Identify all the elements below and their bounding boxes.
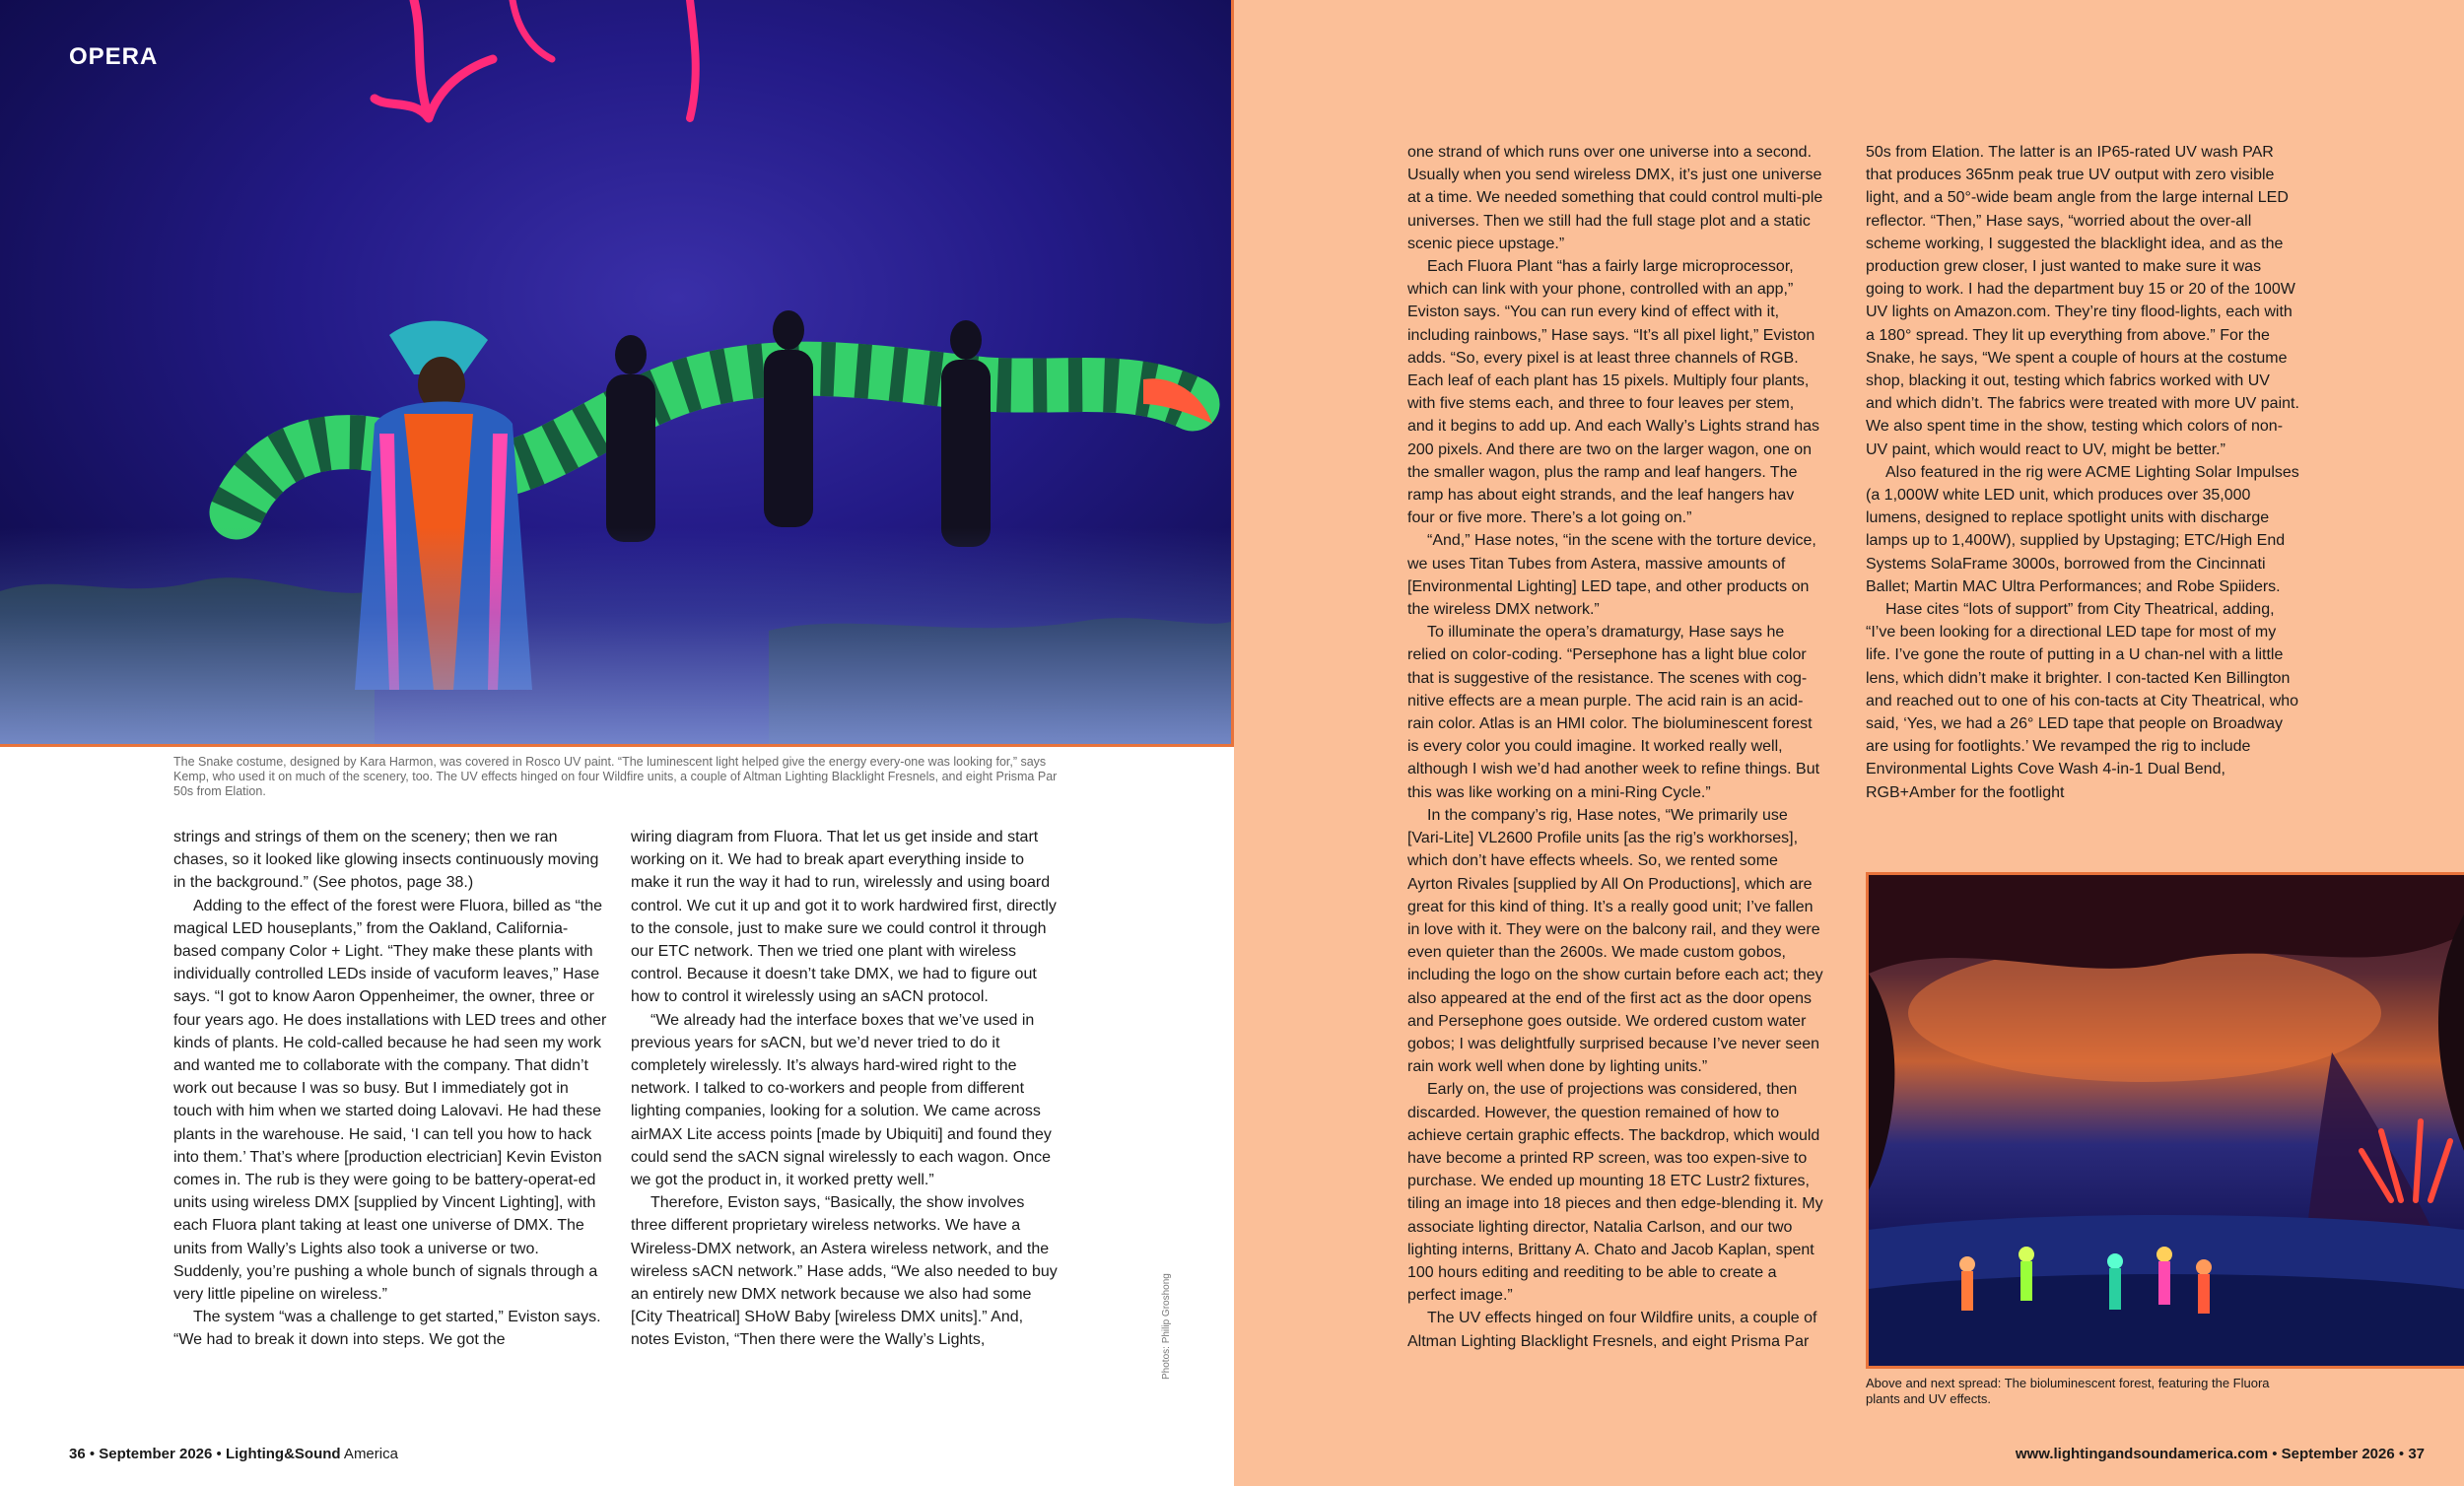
forest-photo	[1866, 872, 2464, 1369]
column-1	[173, 826, 607, 1352]
paragraph: “We already had the interface boxes that we’ve used in previous years for sACN, but we’d never tried to do it completely wirelessly. It’s always hard-wired right to the network. I talked to co-workers and people from different lighting companies, looking for a solution. We came across airMAX Lite access points [made by Ubiquiti] and found they could send the sACN signal wirelessly to each wagon. Once we got the product in, it worked pretty well.”	[631, 1011, 1052, 1189]
issue-date-right: September 2026	[2281, 1446, 2395, 1462]
paragraph: The UV effects hinged on four Wildfire units, a couple of Altman Lighting Blacklight Fresnels, and eight Prisma Par	[1407, 1310, 1817, 1350]
page-number-left: 36	[69, 1446, 86, 1462]
forest-illustration	[1869, 875, 2464, 1366]
photo-credit: Photos: Philip Groshong	[1161, 1273, 1172, 1380]
paragraph: “And,” Hase notes, “in the scene with the torture device, we uses Titan Tubes from Astera, massive amounts of [Environmental Lighting] LED tape, and other products on the wireless DMX network.”	[1407, 532, 1816, 619]
footer-right: www.lightingandsoundamerica.com • September 2026 • 37	[2015, 1446, 2425, 1462]
paragraph: Adding to the effect of the forest were Fluora, billed as “the magical LED houseplants,” from the Oakland, California-based company Color + Light. “They make these plants with individually controlled LEDs inside of vacuform leaves,” Hase says. “I got to know Aaron Oppenheimer, the owner, three or four years ago. He does installations with LED trees and other kinds of plants. He cold-called because he had seen my work and wanted me to collaborate with the company. That didn’t work out because I was so busy. But I immediately got in touch with him when we started doing Lalovavi. He had these plants in the warehouse. He said, ‘I can tell you how to hack into them.’ That’s where [production electrician] Kevin Eviston comes in. The rub is they were going to be battery-operat-ed units using wireless DMX [supplied by Vincent Lighting], with each Fluora plant taking at least one universe of DMX. The units from Wally’s Lights also took a universe or two. Suddenly, you’re pushing a whole bunch of signals through a very little pipeline on wireless.”	[173, 897, 607, 1304]
paragraph: 50s from Elation. The latter is an IP65-rated UV wash PAR that produces 365nm peak true UV output with zero visible light, and a 50°-wide beam angle from the large internal LED reflector. “Then,” Hase says, “worried about the over-all scheme working, I suggested the blacklight idea, and as the production grew closer, I just wanted to make sure it was going to work. I had the department buy 15 or 20 of the 100W UV lights on Amazon.com. They’re tiny flood-lights, each with a 180° spread. They lit up everything from above.” For the Snake, he says, “We spent a couple of hours at the costume shop, blacking it out, testing which fabrics worked with UV and which didn’t. The fabrics were treated with more UV paint. We also spent time in the show, testing which colors of non-UV paint, which would react to UV, might be better.”	[1866, 144, 2299, 458]
footer-left: 36 • September 2026 • Lighting&Sound America	[69, 1446, 398, 1462]
paragraph: Early on, the use of projections was considered, then discarded. However, the question remained of how to achieve certain graphic effects. The backdrop, which would have become a printed RP screen, was too expen-sive to purchase. We ended up mounting 18 ETC Lustr2 fixtures, tiling an image into 18 pieces and then edge-blending it. My associate lighting director, Natalia Carlson, and our two lighting interns, Brittany A. Chato and Jacob Kaplan, spent 100 hours editing and reediting to be able to create a perfect image.”	[1407, 1081, 1823, 1305]
column-2	[631, 826, 1062, 1352]
column-3	[1407, 141, 1823, 1353]
paragraph: Each Fluora Plant “has a fairly large microprocessor, which can link with your phone, controlled with an app,” Eviston says. “You can run every kind of effect with it, including rainbows,” Hase says. “It’s all pixel light,” Eviston adds. “So, every pixel is at least three channels of RGB. Each leaf of each plant has 15 pixels. Multiply four plants, with five stems each, and three to four leaves per stem, and it begins to add up. And each Wally’s Lights strand has 200 pixels. And there are two on the larger wagon, one on the smaller wagon, plus the ramp and leaf hangers. The ramp has about eight strands, and the leaf hangers hav four or five more. There’s a lot going on.”	[1407, 258, 1820, 527]
column-4	[1866, 141, 2299, 804]
paragraph: one strand of which runs over one universe into a second. Usually when you send wireless DMX, it’s just one universe at a time. We needed something that could control multi-ple universes. Then we still had the full stage plot and a static scenic piece upstage.”	[1407, 144, 1823, 252]
paragraph: strings and strings of them on the scenery; then we ran chases, so it looked like glowing insects continuously moving in the background.” (See photos, page 38.)	[173, 829, 599, 892]
paragraph: In the company’s rig, Hase notes, “We primarily use [Vari-Lite] VL2600 Profile units [as the rig’s workhorses], which don’t have effects wheels. So, we rented some Ayrton Rivales [supplied by All On Productions], which are great for this kind of thing. It’s a really good unit; I’ve fallen in love with it. They were on the balcony rail, and they were even quieter than the 2600s. We made custom gobos, including the logo on the show curtain before each act; they also appeared at the end of the first act as the door opens and Persephone goes outside. We ordered custom water gobos; I was delightfully surprised because I’ve never seen rain work well when done by lighting units.”	[1407, 806, 1823, 1076]
paragraph: Hase cites “lots of support” from City Theatrical, adding, “I’ve been looking for a directional LED tape for most of my life. I’ve gone the route of putting in a U chan-nel with a little lens, which didn’t make it brighter. I con-tacted Ken Billington and reached out to one of his con-tacts at City Theatrical, who said, ‘Yes, we had a 26° LED tape that people on Broadway are using for footlights.’ We revamped the rig to include Environmental Lights Cove Wash 4-in-1 Dual Bend, RGB+Amber for the footlight	[1866, 601, 2299, 801]
paragraph: The system “was a challenge to get started,” Eviston says. “We had to break it down into steps. We got the	[173, 1309, 601, 1349]
hero-photo-snake	[0, 0, 1234, 747]
paragraph: wiring diagram from Fluora. That let us get inside and start working on it. We had to break apart everything inside to make it run the way it had to run, wirelessly and using board control. We cut it up and got it to work hardwired first, directly to the console, just to make sure we could control it through our ETC network. Then we tried one plant with wireless control. Because it doesn’t take DMX, we had to figure out how to control it wirelessly using an sACN protocol.	[631, 829, 1057, 1006]
magazine-name: Lighting&Sound America	[225, 1446, 398, 1462]
paragraph: Also featured in the rig were ACME Lighting Solar Impulses (a 1,000W white LED unit, which produces over 35,000 lumens, designed to replace spotlight units with discharge lamps up to 1,400W), supplied by Upstaging; ETC/High End Systems SolaFrame 3000s, borrowed from the Cincinnati Ballet; Martin MAC Ultra Performances; and Robe Spiiders.	[1866, 463, 2299, 595]
paragraph: Therefore, Eviston says, “Basically, the show involves three different proprietary wireless networks. We have a Wireless-DMX network, an Astera wireless network, and the wireless sACN network.” Hase adds, “We also needed to buy an entirely new DMX network because we also had some [City Theatrical] SHoW Baby [wireless DMX units].” And, notes Eviston, “Then there were the Wally’s Lights,	[631, 1194, 1058, 1349]
section-tag: OPERA	[69, 43, 159, 70]
stage-fog	[0, 527, 1231, 744]
page-number-right: 37	[2408, 1446, 2425, 1462]
issue-date-left: September 2026	[99, 1446, 213, 1462]
hero-caption: The Snake costume, designed by Kara Harmon, was covered in Rosco UV paint. “The luminescent light helped give the energy every-one was looking for,” says Kemp, who used it on much of the scenery, too. The UV effects hinged on four Wildfire units, a couple of Altman Lighting Blacklight Fresnels, and eight Prisma Par 50s from Elation.	[173, 755, 1058, 798]
paragraph: To illuminate the opera’s dramaturgy, Hase says he relied on color-coding. “Persephone has a light blue color that is suggestive of the resistance. The scenes with cog-nitive effects are a mean purple. The acid rain is an acid-rain color. Atlas is an HMI color. The bioluminescent forest is every color you could imagine. It worked really well, although I wish we’d had another week to refine things. But this was like working on a mini-Ring Cycle.”	[1407, 624, 1820, 801]
website-url: www.lightingandsoundamerica.com	[2015, 1446, 2269, 1462]
forest-caption: Above and next spread: The bioluminescent forest, featuring the Fluora plants and UV effects.	[1866, 1376, 2270, 1406]
